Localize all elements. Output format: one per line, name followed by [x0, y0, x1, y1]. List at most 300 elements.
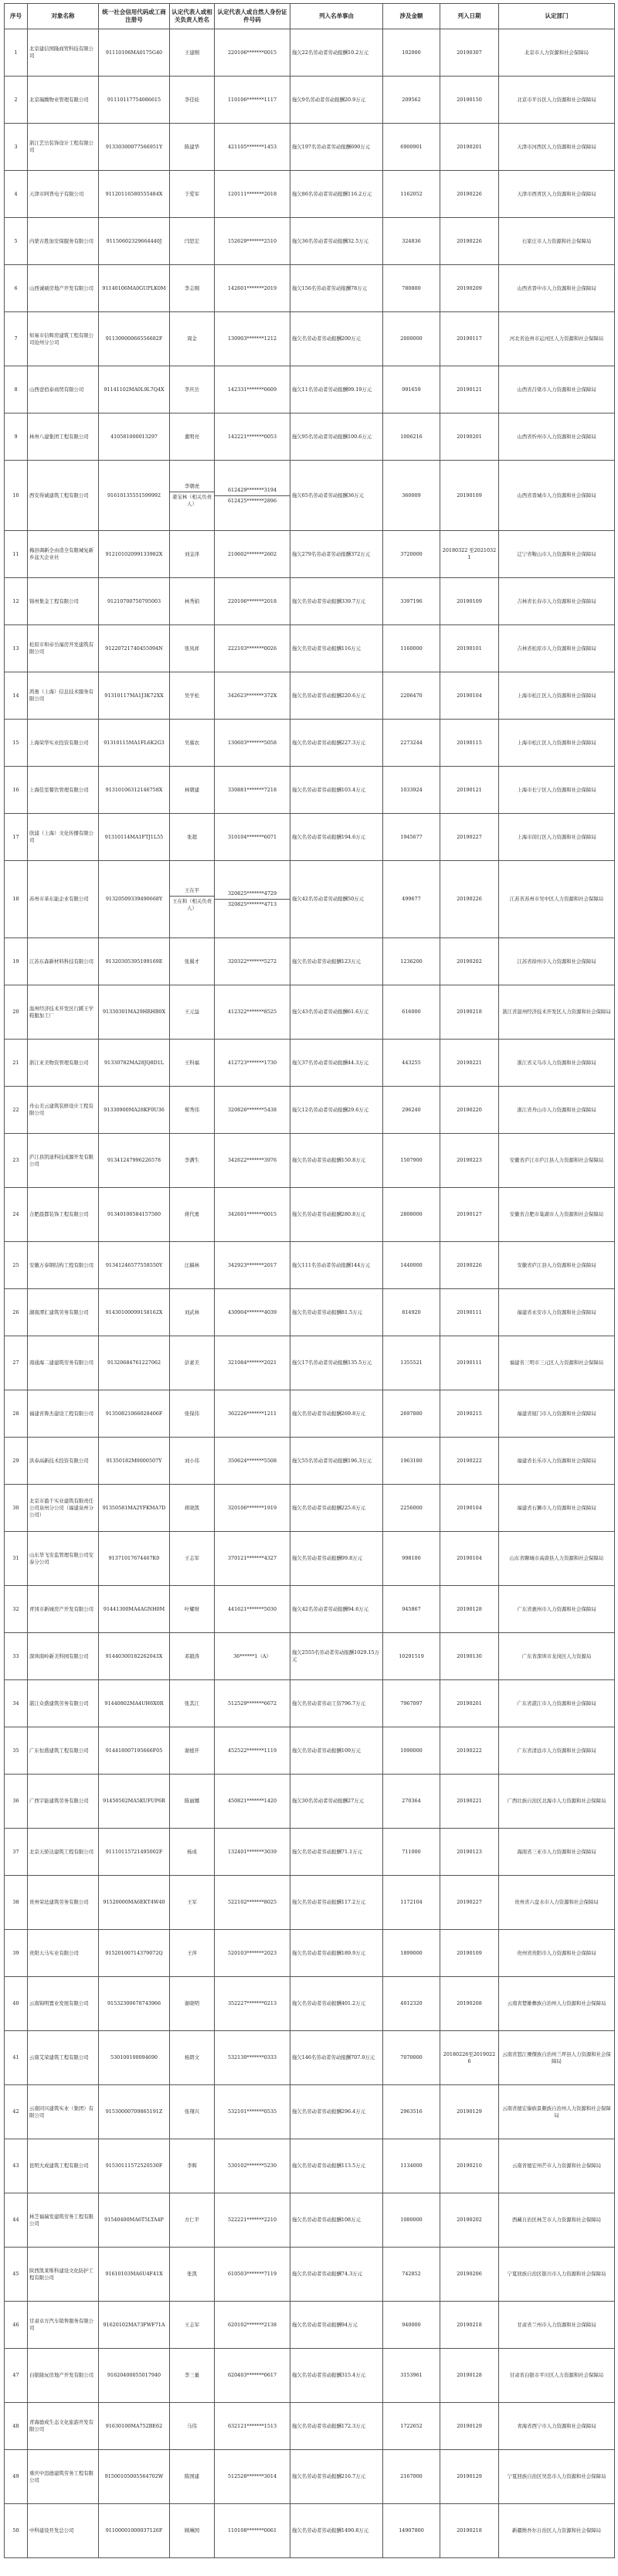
table-row — [5, 1727, 615, 1775]
listing-date: 20190202 — [440, 938, 499, 985]
company-name: 庐江县凯迪科技成源开发有限公司 — [28, 1134, 99, 1188]
company-name: 湛江众盛建筑劳务有限公司 — [28, 1680, 99, 1727]
amount: 1033924 — [383, 767, 440, 814]
table-row — [5, 1289, 615, 1336]
row-number: 13 — [5, 625, 28, 672]
company-name: 广西宇能建筑劳务有限公司 — [28, 1775, 99, 1829]
listing-reason: 拖欠36名劳动者劳动报酬32.5万元 — [290, 218, 383, 265]
credit-code: 914418007195666F05 — [99, 1727, 170, 1775]
row-number: 4 — [5, 171, 28, 218]
id-number: 350624*******5508 — [215, 1438, 290, 1485]
amount: 780800 — [383, 265, 440, 312]
credit-code: 91341246577558550Y — [99, 1242, 170, 1289]
amount: 7070000 — [383, 2031, 440, 2085]
id-number: 522221*******2210 — [215, 2193, 290, 2248]
department: 广东省惠州市人力资源和社会保障局 — [499, 1586, 615, 1633]
table-row — [5, 2504, 615, 2558]
listing-reason: 拖欠名劳动者劳动报酬200万元 — [290, 312, 383, 366]
department: 上海市长宁区人力资源和社会保障局 — [499, 767, 615, 814]
id-number: 522102*******8025 — [215, 1876, 290, 1930]
listing-reason: 拖欠42名劳动者劳动报酬94.6万元 — [290, 1586, 383, 1633]
listing-reason: 拖欠名劳动者劳动报酬194.6万元 — [290, 814, 383, 861]
department: 江苏省徐州市人力资源和社会保障局 — [499, 938, 615, 985]
representative-name: 张超 — [170, 814, 215, 861]
representative-name: 郑秀伟 — [170, 1087, 215, 1134]
department: 广东省湛江市人力资源和社会保障局 — [499, 1680, 615, 1727]
department: 安徽省庐江县人力资源和社会保障局 — [499, 1242, 615, 1289]
representative-name — [170, 461, 215, 531]
company-name: 重庆中迅德建筑劳务工程有限公司 — [28, 2450, 99, 2504]
listing-date: 20190201 — [440, 1680, 499, 1727]
table-row — [5, 29, 615, 77]
amount: 2000000 — [383, 312, 440, 366]
listing-date: 20190226 — [440, 1242, 499, 1289]
amount: 1236200 — [383, 938, 440, 985]
credit-code: 91350581MA2YFKMA7D — [99, 1485, 170, 1532]
table-row — [5, 1829, 615, 1876]
representative-name: 陈丽娜 — [170, 1775, 215, 1829]
table-row — [5, 1188, 615, 1242]
representative-name: 王志军 — [170, 1532, 215, 1586]
credit-code: 91310115MA1FL6K2G3 — [99, 720, 170, 767]
company-name: 浙江艺岳装饰设计工程有限公司 — [28, 124, 99, 171]
department: 宁夏回族自治区吴忠市人力资源和社会保障局 — [499, 2450, 615, 2504]
representative-name: 李满生 — [170, 1134, 215, 1188]
listing-date: 20190218 — [440, 2504, 499, 2558]
id-number: 110106*******1117 — [215, 77, 290, 124]
representative-name: 蒋代勇 — [170, 1188, 215, 1242]
company-name: 青冈市新城房产开发有限公司 — [28, 1586, 99, 1633]
credit-code: 91620400055017940 — [99, 2349, 170, 2403]
listing-date: 20190215 — [440, 1390, 499, 1438]
amount: 3720000 — [383, 531, 440, 578]
company-name: 贵阳天马实业有限公司 — [28, 1930, 99, 1977]
amount: 1440000 — [383, 1242, 440, 1289]
credit-code: 91110106MA0175G40 — [99, 29, 170, 77]
department: 广东省清远市人力资源和社会保障局 — [499, 1727, 615, 1775]
company-name: 上海佳室餐饮管理有限公司 — [28, 767, 99, 814]
department: 山西省晋城市人力资源和社会保障局 — [499, 461, 615, 531]
row-number: 30 — [5, 1485, 28, 1532]
credit-code: 530100100094690 — [99, 2031, 170, 2085]
row-number: 7 — [5, 312, 28, 366]
listing-reason: 拖欠名劳动者劳动报酬116万元 — [290, 625, 383, 672]
amount: 991659 — [383, 366, 440, 413]
id-number: 632121*******1513 — [215, 2403, 290, 2450]
credit-code: 91350821066028406F — [99, 1390, 170, 1438]
listing-reason: 拖欠9名劳动者劳动报酬20.9万元 — [290, 77, 383, 124]
representative-name-primary: 李朝虎 — [184, 483, 200, 489]
table-row — [5, 218, 615, 265]
header-date: 列入日期 — [440, 4, 499, 29]
company-name: 北京天骄达建筑工程有限公司 — [28, 1829, 99, 1876]
table-body — [5, 29, 615, 2558]
listing-reason: 拖欠95名劳动者劳动报酬100.6万元 — [290, 413, 383, 461]
department: 江苏省苏州市吴中区人力资源和社会保障局 — [499, 861, 615, 938]
id-number: 110108*******0061 — [215, 2504, 290, 2558]
department: 甘肃省兰州市人力资源和社会保障局 — [499, 2302, 615, 2349]
listing-reason: 拖欠名劳动者劳动报酬227.3万元 — [290, 720, 383, 767]
header-amount: 涉及金额 — [383, 4, 440, 29]
listing-date: 20190210 — [440, 2139, 499, 2193]
credit-code: 91320684761227062 — [99, 1336, 170, 1390]
credit-code: 91610103MA6U4F41X — [99, 2248, 170, 2302]
credit-code: 91120116580555484X — [99, 171, 170, 218]
row-number: 1 — [5, 29, 28, 77]
listing-date: 20180226至20190226 — [440, 2031, 499, 2085]
id-number: 152629*******2510 — [215, 218, 290, 265]
id-number-secondary: 320825*******4713 — [227, 901, 277, 907]
id-number: 610503*******7119 — [215, 2248, 290, 2302]
department: 云南省怒江傈僳族自治州兰坪县人力资源和社会保障局 — [499, 2031, 615, 2085]
id-number: 620403*******0617 — [215, 2349, 290, 2403]
listing-reason: 拖欠名劳动者劳动报酬1490.8万元 — [290, 2504, 383, 2558]
listing-date: 20190111 — [440, 1289, 499, 1336]
listing-date: 20190220 — [440, 1087, 499, 1134]
row-number: 39 — [5, 1930, 28, 1977]
id-number: 412322*******8525 — [215, 985, 290, 1040]
credit-code: 91320305395199169E — [99, 938, 170, 985]
representative-name: 李志刚 — [170, 265, 215, 312]
listing-date: 20190150 — [440, 77, 499, 124]
department: 安徽省合肥市巢湖市人力资源和社会保障局 — [499, 1188, 615, 1242]
id-number: 130903*******1212 — [215, 312, 290, 366]
company-name: 舟山美云建筑装修设计工程有限公司 — [28, 1087, 99, 1134]
representative-name: 刘武林 — [170, 1289, 215, 1336]
id-number: 220106*******0015 — [215, 29, 290, 77]
amount: 2963516 — [383, 2085, 440, 2139]
table-row — [5, 985, 615, 1040]
listing-date: 20190221 — [440, 1775, 499, 1829]
representative-name: 李辉 — [170, 2139, 215, 2193]
listing-date: 20190121 — [440, 767, 499, 814]
listing-date: 20190129 — [440, 2085, 499, 2139]
representative-name-secondary: 王在和（相关负责人） — [171, 897, 212, 911]
id-number: 320322*******5272 — [215, 938, 290, 985]
row-number: 19 — [5, 938, 28, 985]
amount: 2273244 — [383, 720, 440, 767]
company-name: 山西诚硕房地产开发有限公司 — [28, 265, 99, 312]
listing-reason: 拖欠111名劳动者劳动报酬144万元 — [290, 1242, 383, 1289]
credit-code: 91450502MA5KUFUP6R — [99, 1775, 170, 1829]
id-number: 342601*******0015 — [215, 1188, 290, 1242]
listing-reason: 拖欠名劳动者劳动报酬117.2万元 — [290, 1876, 383, 1930]
table-row — [5, 1087, 615, 1134]
listing-reason: 拖欠197名劳动者劳动报酬690万元 — [290, 124, 383, 171]
company-name: 林芝福瑞发建筑劳务工程有限公司 — [28, 2193, 99, 2248]
amount: 616000 — [383, 985, 440, 1040]
credit-code: 91141102MA0L9L7Q4X — [99, 366, 170, 413]
amount: 102000 — [383, 29, 440, 77]
table-row — [5, 413, 615, 461]
credit-code: 91330301MA29HRHB0X — [99, 985, 170, 1040]
table-row — [5, 1876, 615, 1930]
row-number: 42 — [5, 2085, 28, 2139]
listing-reason: 拖欠名劳动者劳动报酬94万元 — [290, 2302, 383, 2349]
listing-date: 20190109 — [440, 578, 499, 625]
id-number: 532130*******0333 — [215, 2031, 290, 2085]
department: 浙江省温州经济技术开发区人力资源和社会保障局 — [499, 985, 615, 1040]
header-id: 认定代表人或自然人身份证件号码 — [215, 4, 290, 29]
listing-date: 20190223 — [440, 1134, 499, 1188]
credit-code: 91320509339490668Y — [99, 861, 170, 938]
listing-reason: 拖欠名劳动者劳动报酬150.8万元 — [290, 1134, 383, 1188]
listing-date: 20190109 — [440, 461, 499, 531]
table-row — [5, 2302, 615, 2349]
table-row — [5, 938, 615, 985]
representative-name: 叶耀财 — [170, 1586, 215, 1633]
listing-reason: 拖欠名劳动者劳动报酬296.4万元 — [290, 2085, 383, 2139]
amount: 1006216 — [383, 413, 440, 461]
listing-date: 20190221 — [440, 1040, 499, 1087]
table-row — [5, 1485, 615, 1532]
company-name: 梅县调新全由造全有限城复新乡盆大企业社 — [28, 531, 99, 578]
table-row — [5, 1586, 615, 1633]
credit-code: 91330300077566951Y — [99, 124, 170, 171]
company-name: 西安得诚建筑工程有限公司 — [28, 461, 99, 531]
credit-code: 91100001000037126F — [99, 2504, 170, 2558]
company-name: 深圳南岭新美科园有限公司 — [28, 1633, 99, 1680]
listing-reason: 拖欠11名劳动者劳动报酬99.19万元 — [290, 366, 383, 413]
amount: 10291519 — [383, 1633, 440, 1680]
row-number: 18 — [5, 861, 28, 938]
listing-date: 20190104 — [440, 1485, 499, 1532]
id-number: 330881*******7218 — [215, 767, 290, 814]
department: 广东省深圳市龙岗区人力资源局 — [499, 1633, 615, 1680]
id-number: 520103*******2023 — [215, 1930, 290, 1977]
amount: 2167000 — [383, 2450, 440, 2504]
row-number: 9 — [5, 413, 28, 461]
credit-code: 91530000709865191Z — [99, 2085, 170, 2139]
row-number: 21 — [5, 1040, 28, 1087]
header-row — [5, 4, 615, 29]
id-number: 452522*******1119 — [215, 1727, 290, 1775]
row-number: 20 — [5, 985, 28, 1040]
representative-name: 马伟 — [170, 2403, 215, 2450]
id-number: 142221*******0053 — [215, 413, 290, 461]
listing-date: 20190104 — [440, 672, 499, 720]
company-name: 锦州集金工程有限公司 — [28, 578, 99, 625]
listing-reason: 拖欠22名劳动者劳动报酬10.2万元 — [290, 29, 383, 77]
representative-name: 王建刚 — [170, 29, 215, 77]
representative-name: 刘金泽 — [170, 531, 215, 578]
representative-name: 王志军 — [170, 2302, 215, 2349]
id-number: 532101*******0535 — [215, 2085, 290, 2139]
department: 福建省永安市人力资源和社会保障局 — [499, 1289, 615, 1336]
department: 甘肃省白银市平川区人力资源和社会保障局 — [499, 2349, 615, 2403]
representative-name: 谢德开 — [170, 1727, 215, 1775]
amount: 3397196 — [383, 578, 440, 625]
listing-reason: 拖欠65名劳动者劳动报酬36万元 — [290, 461, 383, 531]
row-number: 16 — [5, 767, 28, 814]
row-number: 17 — [5, 814, 28, 861]
amount: 209562 — [383, 77, 440, 124]
credit-code: 91341247996226578 — [99, 1134, 170, 1188]
listing-reason: 拖欠30名劳动者劳动报酬27万元 — [290, 1775, 383, 1829]
listing-reason: 拖欠156名劳动者劳动报酬78万元 — [290, 265, 383, 312]
company-name: 广东恒盛建筑工程有限公司 — [28, 1727, 99, 1775]
row-number: 32 — [5, 1586, 28, 1633]
listing-reason: 拖欠名劳动者劳动报酬81.5万元 — [290, 1289, 383, 1336]
department: 宁夏回族自治区银川市人力资源和社会保障局 — [499, 2248, 615, 2302]
listing-date: 20180322 至20210321 — [440, 531, 499, 578]
credit-code: 91310114MA1FTJ1L55 — [99, 814, 170, 861]
table-row — [5, 77, 615, 124]
representative-name: 李三量 — [170, 2349, 215, 2403]
department: 天津市西青区人力资源和社会保障局 — [499, 171, 615, 218]
department: 山东省聊城市高唐县人力资源和社会保障局 — [499, 1532, 615, 1586]
listing-date: 20190128 — [440, 1586, 499, 1633]
listing-date: 20190123 — [440, 1829, 499, 1876]
table-row — [5, 265, 615, 312]
representative-name: 周金 — [170, 312, 215, 366]
company-name: 内蒙古胜加安保服务有限公司 — [28, 218, 99, 265]
row-number: 40 — [5, 1977, 28, 2031]
company-name: 天津市阿普电子有限公司 — [28, 171, 99, 218]
amount: 1134000 — [383, 2139, 440, 2193]
table-row — [5, 2248, 615, 2302]
company-name: 中科建设开发总公司 — [28, 2504, 99, 2558]
amount: 443255 — [383, 1040, 440, 1087]
representative-name: 蒋晓凯 — [170, 1485, 215, 1532]
company-name: 苏州市革东能企业有限公司 — [28, 861, 99, 938]
listing-date: 20190111 — [440, 1336, 499, 1390]
table-row — [5, 1438, 615, 1485]
row-number: 38 — [5, 1876, 28, 1930]
listing-reason: 拖欠名劳动者劳动报酬225.6万元 — [290, 1485, 383, 1532]
listing-reason: 拖欠86名劳动者劳动报酬116.2万元 — [290, 171, 383, 218]
id-number-primary: 320825*******4729 — [227, 890, 277, 897]
row-number: 6 — [5, 265, 28, 312]
department: 云南省德宏傣族景颇族自治州人力资源和社会保障局 — [499, 2085, 615, 2139]
company-name: 福建省鲁杰建设工程有限公司 — [28, 1390, 99, 1438]
amount: 4012320 — [383, 1977, 440, 2031]
amount: 2697880 — [383, 1390, 440, 1438]
listing-reason: 拖欠名劳动者劳动报酬280.8万元 — [290, 1188, 383, 1242]
amount: 1507900 — [383, 1134, 440, 1188]
representative-name: 张保伟 — [170, 1390, 215, 1438]
table-row — [5, 720, 615, 767]
representative-name: 王科福 — [170, 1040, 215, 1087]
representative-name: 杨朗文 — [170, 2031, 215, 2085]
table-row — [5, 672, 615, 720]
representative-name: 张翼才 — [170, 938, 215, 985]
table-row — [5, 124, 615, 171]
department: 上海市松江区人力资源和社会保障局 — [499, 672, 615, 720]
credit-code: 91540400MA6T5LTA4P — [99, 2193, 170, 2248]
listing-date: 20190307 — [440, 29, 499, 77]
row-number: 48 — [5, 2403, 28, 2450]
row-number: 33 — [5, 1633, 28, 1680]
representative-name: 汪稿林 — [170, 1242, 215, 1289]
table-row — [5, 1930, 615, 1977]
credit-code: 91430100099158162X — [99, 1289, 170, 1336]
listing-reason: 拖欠名劳动者劳动报酬172.3万元 — [290, 2403, 383, 2450]
amount: 814920 — [383, 1289, 440, 1336]
listing-date: 20190222 — [440, 1727, 499, 1775]
id-number: 210602*******2602 — [215, 531, 290, 578]
representative-name — [170, 861, 215, 938]
listing-date: 20190201 — [440, 124, 499, 171]
representative-name: 闫思宏 — [170, 218, 215, 265]
row-number: 37 — [5, 1829, 28, 1876]
department: 河北省沧州市运河区人力资源和社会保障局 — [499, 312, 615, 366]
row-number: 2 — [5, 77, 28, 124]
company-name: 北京市盈千实业建筑有限责任公司泉州分公司（福建泉州分公司） — [28, 1485, 99, 1532]
listing-reason: 拖欠17名劳动者劳动报酬135.5万元 — [290, 1336, 383, 1390]
listing-date: 20190101 — [440, 625, 499, 672]
listing-date: 20190128 — [440, 2349, 499, 2403]
row-number: 15 — [5, 720, 28, 767]
credit-code: 91371017674467K0 — [99, 1532, 170, 1586]
credit-code: 91340100584157580 — [99, 1188, 170, 1242]
listing-reason: 拖欠名劳动者劳动报酬315.4万元 — [290, 2349, 383, 2403]
row-number: 26 — [5, 1289, 28, 1336]
department: 上海市闵行区人力资源和社会保障局 — [499, 814, 615, 861]
department: 北京市人力资源和社会保障局 — [499, 29, 615, 77]
row-number: 36 — [5, 1775, 28, 1829]
amount: 711000 — [383, 1829, 440, 1876]
credit-code: 91530111572520530F — [99, 2139, 170, 2193]
table-row — [5, 1775, 615, 1829]
table-row — [5, 814, 615, 861]
credit-code: 91350182M0000507Y — [99, 1438, 170, 1485]
listing-date: 20190202 — [440, 2193, 499, 2248]
department: 贵州省六盘水市人力资源和社会保障局 — [499, 1876, 615, 1930]
table-row — [5, 767, 615, 814]
company-name: 北京瑞腾物业管理有限公司 — [28, 77, 99, 124]
row-number: 45 — [5, 2248, 28, 2302]
id-number: 620102*******2138 — [215, 2302, 290, 2349]
amount: 1355521 — [383, 1336, 440, 1390]
department: 广西壮族自治区北海市人力资源和社会保障局 — [499, 1775, 615, 1829]
department: 贵州省贵阳市人力资源和社会保障局 — [499, 1930, 615, 1977]
credit-code: 91330782MA28JQ8D1L — [99, 1040, 170, 1087]
table-row — [5, 1242, 615, 1289]
row-number: 35 — [5, 1727, 28, 1775]
listing-reason: 拖欠12名劳动者劳动报酬29.6万元 — [290, 1087, 383, 1134]
amount: 1945677 — [383, 814, 440, 861]
listing-reason: 拖欠名劳动者劳动报酬269.8万元 — [290, 1390, 383, 1438]
company-name: 山西壹佰泰商贸有限公司 — [28, 366, 99, 413]
id-number: 342622*******3976 — [215, 1134, 290, 1188]
company-name: 白银陇玩房地产开发有限公司 — [28, 2349, 99, 2403]
department: 云南省楚雄彝族自治州人力资源和社会保障局 — [499, 1977, 615, 2031]
representative-name: 陈国建 — [170, 2450, 215, 2504]
representative-name: 吴慕农 — [170, 720, 215, 767]
table-row — [5, 2403, 615, 2450]
representative-name: 方仁平 — [170, 2193, 215, 2248]
department: 山西省忻州市人力资源和社会保障局 — [499, 413, 615, 461]
representative-name: 李庆岳 — [170, 366, 215, 413]
listing-date: 20190208 — [440, 1977, 499, 2031]
amount: 945867 — [383, 1586, 440, 1633]
id-number: 130603*******5058 — [215, 720, 290, 767]
row-number: 34 — [5, 1680, 28, 1727]
table-row — [5, 171, 615, 218]
row-number: 25 — [5, 1242, 28, 1289]
header-name: 对象名称 — [28, 4, 99, 29]
amount: 1172104 — [383, 1876, 440, 1930]
representative-name: 谢晓明 — [170, 1977, 215, 2031]
credit-code: 91440802MA4UH6X0R — [99, 1680, 170, 1727]
credit-code: 91220721740455094N — [99, 625, 170, 672]
listing-reason: 拖欠37名劳动者劳动报酬44.3万元 — [290, 1040, 383, 1087]
department: 辽宁省鞍山市人力资源和社会保障局 — [499, 531, 615, 578]
row-number: 47 — [5, 2349, 28, 2403]
amount: 1090000 — [383, 1727, 440, 1775]
representative-name: 王元益 — [170, 985, 215, 1040]
